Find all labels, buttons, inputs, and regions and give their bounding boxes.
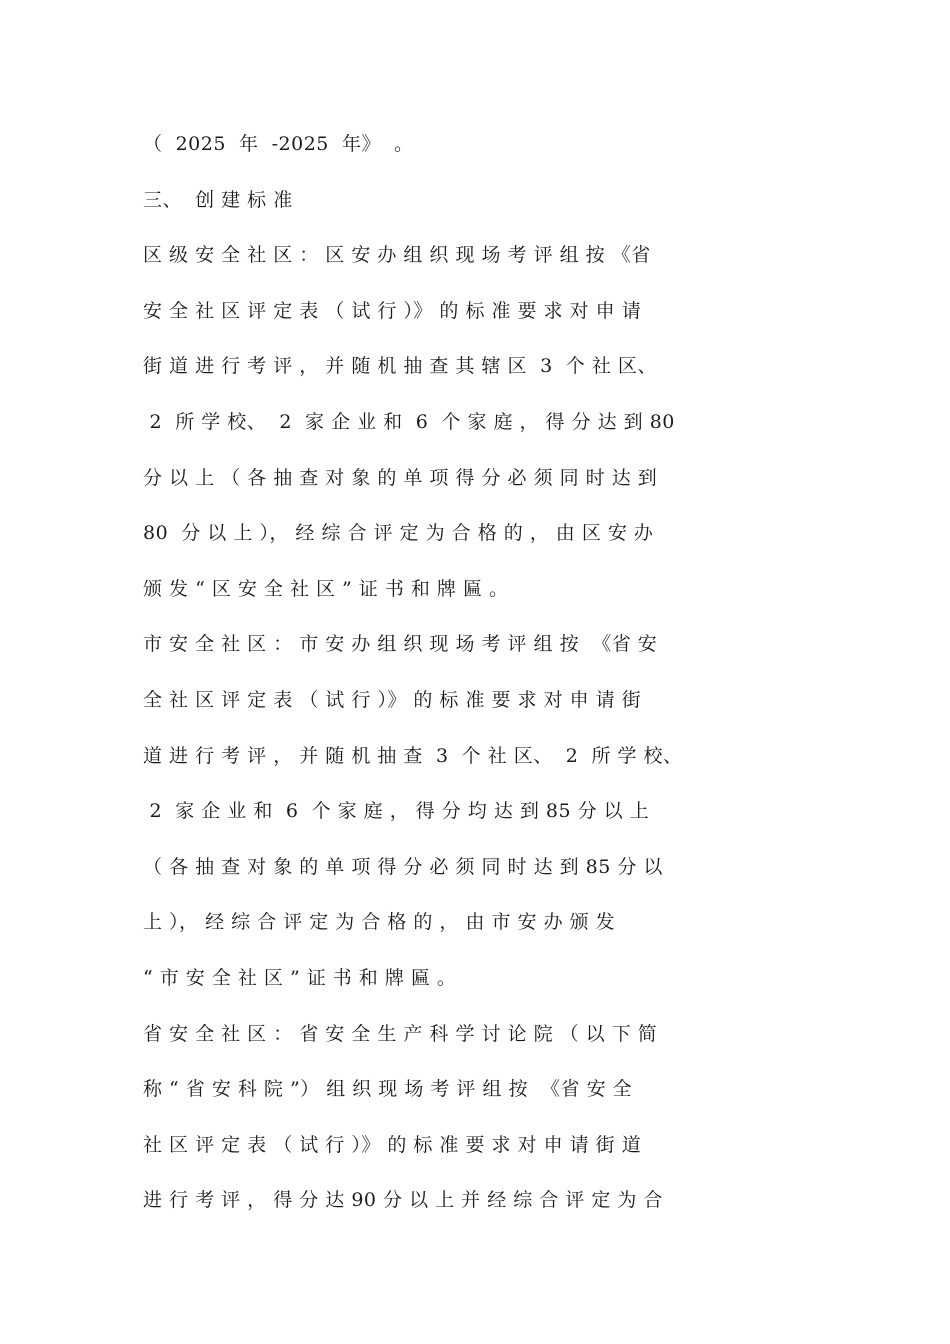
text-line: 2 家 企 业 和 6 个 家 庭 ， 得 分 均 达 到 85 分 以 上 — [143, 800, 650, 823]
text-line: （ 各 抽 查 对 象 的 单 项 得 分 必 须 同 时 达 到 85 分 以 — [143, 855, 663, 878]
text-line: 道 进 行 考 评 ， 并 随 机 抽 查 3 个 社 区、 2 所 学 校、 — [143, 744, 683, 767]
text-line: “ 市 安 全 社 区 ” 证 书 和 牌 匾 。 — [143, 966, 457, 989]
text-line: 2 所 学 校、 2 家 企 业 和 6 个 家 庭 ， 得 分 达 到 80 — [143, 410, 675, 433]
body-text — [143, 126, 823, 1238]
text-line: 上 ）， 经 综 合 评 定 为 合 格 的 ， 由 市 安 办 颁 发 — [143, 911, 616, 934]
text-line: 街 道 进 行 考 评 ， 并 随 机 抽 查 其 辖 区 3 个 社 区、 — [143, 355, 657, 378]
text-line: 分 以 上 （ 各 抽 查 对 象 的 单 项 得 分 必 须 同 时 达 到 — [143, 466, 658, 489]
text-line: 80 分 以 上 ）， 经 综 合 评 定 为 合 格 的 ， 由 区 安 办 — [143, 522, 654, 545]
text-line: 进 行 考 评 ， 得 分 达 90 分 以 上 并 经 综 合 评 定 为 合 — [143, 1189, 663, 1212]
text-line-date-range: （ 2025 年 -2025 年》 。 — [143, 133, 414, 155]
text-line: 区 级 安 全 社 区 ： 区 安 办 组 织 现 场 考 评 组 按 《省 — [143, 244, 651, 267]
text-line: 社 区 评 定 表 （ 试 行 ）》 的 标 准 要 求 对 申 请 街 道 — [143, 1133, 642, 1156]
text-line: 颁 发 “ 区 安 全 社 区 ” 证 书 和 牌 匾 。 — [143, 577, 509, 600]
text-line: 省 安 全 社 区 ： 省 安 全 生 产 科 学 讨 论 院 （ 以 下 简 — [143, 1022, 658, 1045]
text-line: 市 安 全 社 区 ： 市 安 办 组 织 现 场 考 评 组 按 《省 安 — [143, 633, 658, 656]
text-line: 全 社 区 评 定 表 （ 试 行 ）》 的 标 准 要 求 对 申 请 街 — [143, 688, 642, 711]
text-line: 安 全 社 区 评 定 表 （ 试 行 ）》 的 标 准 要 求 对 申 请 — [143, 299, 642, 322]
section-heading: 三、 创 建 标 准 — [143, 188, 293, 211]
text-line: 称 “ 省 安 科 院 ”） 组 织 现 场 考 评 组 按 《省 安 全 — [143, 1078, 633, 1101]
